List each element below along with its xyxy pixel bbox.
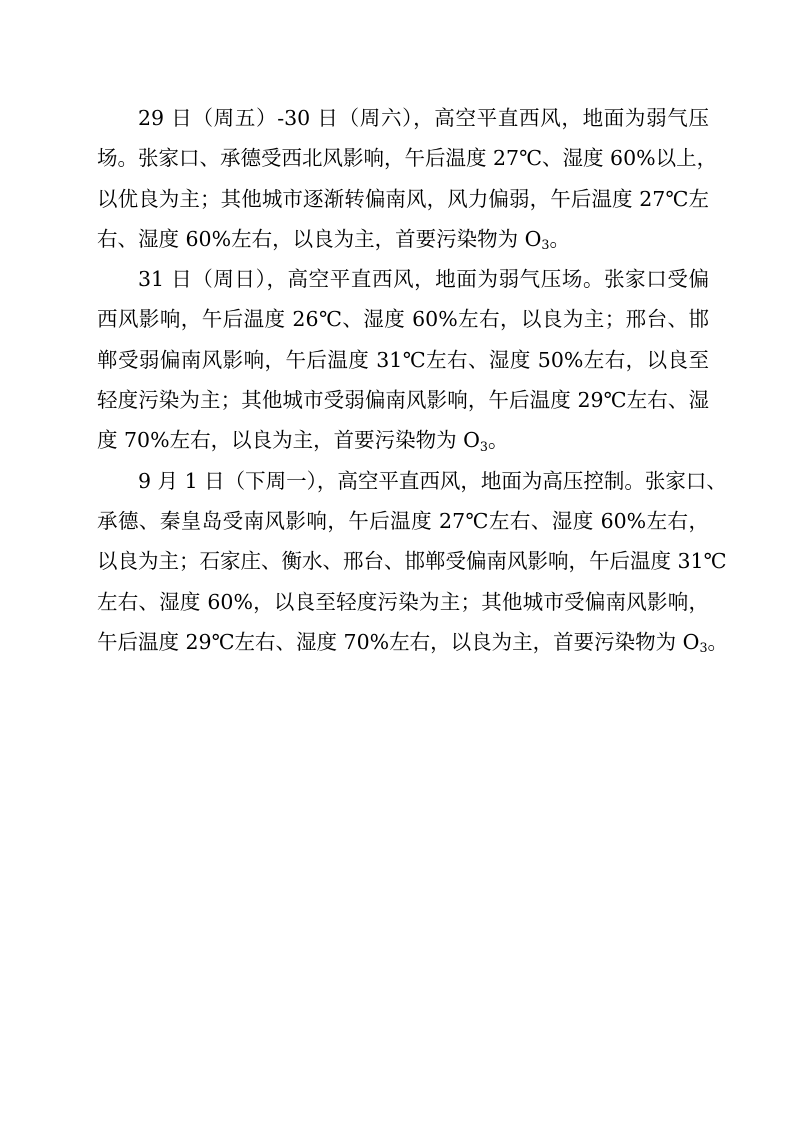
paragraph-ending: 。: [707, 629, 729, 654]
paragraph-line: 9 月 1 日（下周一），高空平直西风，地面为高压控制。张家口、: [138, 468, 727, 493]
ozone-subscript: 3: [541, 237, 550, 253]
paragraph-line: 西风影响，午后温度 26℃、湿度 60%左右，以良为主；邢台、邯: [97, 307, 709, 332]
paragraph-line: 郸受弱偏南风影响，午后温度 31℃左右、湿度 50%左右，以良至: [97, 347, 709, 372]
ozone-subscript: 3: [699, 640, 708, 656]
forecast-paragraph-31: [97, 259, 709, 460]
paragraph-ending: 。: [488, 428, 509, 453]
paragraph-line-text: 午后温度 29℃左右、湿度 70%左右，以良为主，首要污染物为 O: [97, 629, 700, 654]
paragraph-line-last: [97, 420, 709, 460]
paragraph-line: 左右、湿度 60%，以良至轻度污染为主；其他城市受偏南风影响，: [97, 589, 709, 614]
paragraph-ending: 。: [549, 226, 570, 251]
paragraph-line-text: 度 70%左右，以良为主，首要污染物为 O: [97, 428, 480, 453]
paragraph-line-last: [97, 622, 729, 662]
paragraph-line: 以良为主；石家庄、衡水、邢台、邯郸受偏南风影响，午后温度 31℃: [97, 549, 727, 574]
paragraph-line: 轻度污染为主；其他城市受弱偏南风影响，午后温度 29℃左右、湿: [97, 388, 709, 413]
forecast-paragraph-sep-1: [97, 461, 729, 662]
paragraph-line: 承德、秦皇岛受南风影响，午后温度 27℃左右、湿度 60%左右，: [97, 508, 709, 533]
paragraph-line: 31 日（周日），高空平直西风，地面为弱气压场。张家口受偏: [138, 267, 709, 292]
paragraph-line-last: [97, 219, 709, 259]
paragraph-line-text: 右、湿度 60%左右，以良为主，首要污染物为 O: [97, 226, 542, 251]
paragraph-line: 29 日（周五）-30 日（周六），高空平直西风，地面为弱气压: [138, 106, 709, 130]
paragraph-line: 场。张家口、承德受西北风影响，午后温度 27℃、湿度 60%以上，: [97, 146, 718, 171]
ozone-subscript: 3: [479, 438, 488, 454]
paragraph-line: 以优良为主；其他城市逐渐转偏南风，风力偏弱，午后温度 27℃左: [97, 186, 709, 211]
forecast-paragraph-29-30: [97, 98, 718, 259]
forecast-text-body: [97, 98, 729, 662]
